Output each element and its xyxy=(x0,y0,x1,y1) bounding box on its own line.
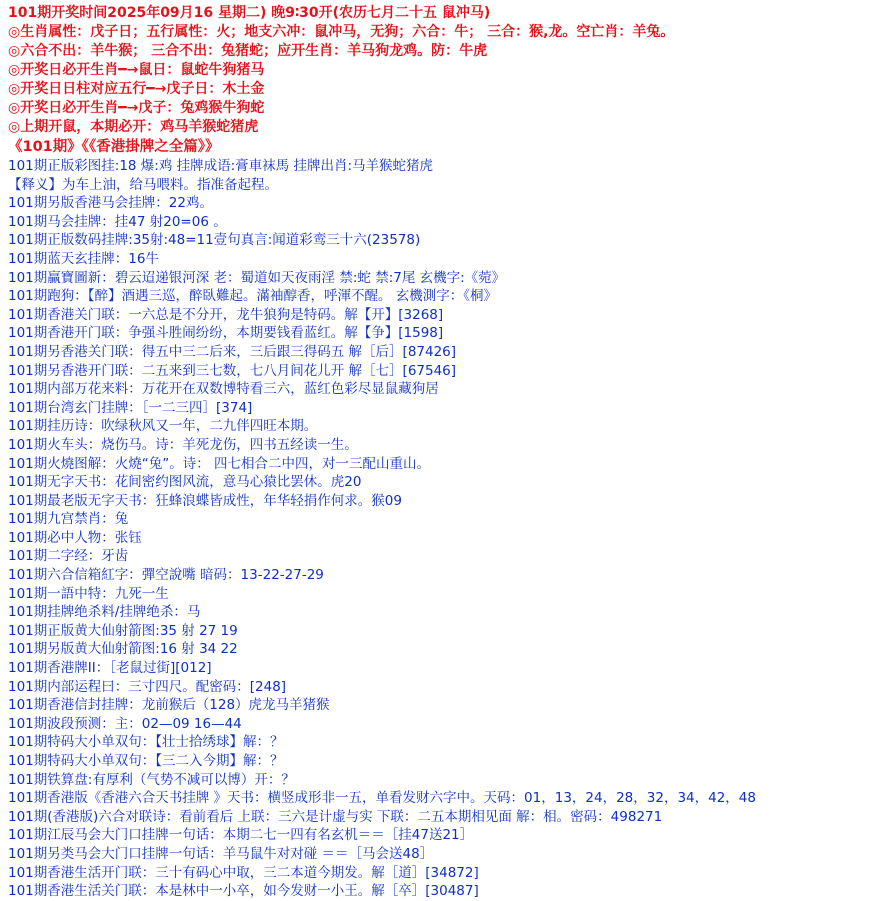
list-item: 101期正版彩图挂:18 爆:鸡 挂牌成语:膏車袜馬 挂牌出肖:马羊猴蛇猪虎 xyxy=(8,158,434,174)
entry-list xyxy=(4,157,890,901)
zodiac-attribute-line: ◎生肖属性：戊子日；五行属性：火；地支六冲：鼠冲马，无狗；六合：牛； 三合：猴,龙。空亡肖：羊兔。 xyxy=(8,24,675,40)
list-item: 101期内部运程曰：三寸四尺。配密码：[248] xyxy=(8,678,287,695)
list-item: 101期无字天书：花间密约图风流，意马心猿比罢休。虎20 xyxy=(8,474,362,491)
liuhe-exclusion-line: ◎六合不出：羊牛猴； 三合不出：兔猪蛇；应开生肖：羊马狗龙鸡。防：牛虎 xyxy=(8,43,488,59)
list-item: 101期香港开门联：争强斗胜闹纷纷，本期要钱看蓝红。解【争】[1598] xyxy=(8,325,444,342)
list-item: 101期香港生活开门联：三十有码心中取，三二本道今期发。解［道］[34872] xyxy=(8,864,479,881)
list-item: 101期香港版《香港六合天书挂牌 》天书：横竖成形非一五，单看发财六字中。天码：01，13，24，28，32，34，42，48 xyxy=(8,790,756,807)
list-item: 101期特码大小单双句：【壮士拾绣球】解：？ xyxy=(8,734,284,751)
list-item: 101期另版香港马会挂牌：22鸡。 xyxy=(8,195,213,212)
list-item: 101期九宫禁肖：兔 xyxy=(8,511,129,528)
list-item: 101期内部万花来料：万花开在双数博特看三六，蓝红色彩尽显鼠藏狗居 xyxy=(8,381,439,398)
draw-day-line-1: ◎开奖日必开生肖━→鼠日：鼠蛇牛狗猪马 xyxy=(8,62,265,78)
list-item: 101期马会挂牌：挂47 射20=06 。 xyxy=(8,213,227,230)
list-item: 101期贏寶圖新：碧云迢递银河深 老：蜀道如天夜雨淫 禁:蛇 禁:7尾 玄機字:《菀》 xyxy=(8,269,506,286)
list-item: 101期正版数码挂牌:35射:48=11壹句真言:闻道彩鸾三十六(23578) xyxy=(8,232,421,249)
list-item: 101期蓝天玄挂牌：16牛 xyxy=(8,250,159,267)
list-item: 101期另版黄大仙射箭图:16 射 34 22 xyxy=(8,641,238,658)
list-item: 101期香港关门联：一六总是不分开，龙牛狼狗是特码。解【开】[3268] xyxy=(8,306,444,323)
list-item: 101期台湾玄门挂牌：［一二三四］[374] xyxy=(8,399,253,416)
list-item: 101期波段预测：主：02—09 16—44 xyxy=(8,715,242,732)
list-item: 101期另香港关门联：得五中三二后来，三后跟三得码五 解［后］[87426] xyxy=(8,343,457,360)
list-item: 101期另香港开门联：二五来到三七数，七八月间花儿开 解［七］[67546] xyxy=(8,362,457,379)
list-item: 101期香港信封挂牌：龙前猴后（128）虎龙马羊猪猴 xyxy=(8,697,330,714)
list-item: 101期二字经：牙齿 xyxy=(8,548,129,565)
list-item: 101期跑狗：【醉】酒遇三巡，醉臥難起。滿袖醇香，呼渾不醒。 玄機測字：《桐》 xyxy=(8,288,498,305)
list-item: 101期火车头：烧伤马。诗：羊死龙伤，四书五经读一生。 xyxy=(8,436,358,453)
draw-day-line-2: ◎开奖日日柱对应五行━→戊子日：木土金 xyxy=(8,81,265,97)
list-item: 101期香港生活关门联：本是林中一小卒，如今发财一小王。解［卒］[30487] xyxy=(8,883,479,900)
list-item: 101期挂牌绝杀料/挂牌绝杀：马 xyxy=(8,604,201,621)
list-item: 【释义】为车上油，给马喂料。指准备起程。 xyxy=(8,176,278,193)
list-item: 101期必中人物：张钰 xyxy=(8,529,142,546)
list-item: 101期正版黄大仙射箭图:35 射 27 19 xyxy=(8,622,238,639)
draw-day-line-3: ◎开奖日必开生肖━→戊子：兔鸡猴牛狗蛇 xyxy=(8,100,265,116)
list-item: 101期特码大小单双句：【三二入今期】解：？ xyxy=(8,753,284,769)
list-item: 101期最老版无字天书：狂蜂浪蝶皆成性，年华轻捐作何求。猴09 xyxy=(8,492,402,509)
issue-title: 《101期》《《香港掛牌之全篇》》 xyxy=(8,139,220,155)
list-item: 101期挂历诗：吹绿秋风又一年，二九伴四旺本期。 xyxy=(8,418,318,435)
list-item: 101期火燒图解：火燒“兔”。诗： 四七相合二中四，对一三配山重山。 xyxy=(8,455,431,472)
draw-time-line: 101期开奖时间2025年09月16 星期二) 晚9∶30开(农历七月二十五 鼠冲马) xyxy=(8,5,491,21)
list-item: 101期(香港版)六合对联诗：看前看后 上联：三六是计虚与实 下联：二五本期相见面 解：相。密码：498271 xyxy=(8,808,663,825)
list-item: 101期香港牌II：［老鼠过街][012] xyxy=(8,660,212,677)
list-item: 101期铁算盘:有厚利（气势不减可以博）开：？ xyxy=(8,771,295,788)
list-item: 101期六合信箱紅字：彈空說嘴 暗码：13-22-27-29 xyxy=(8,567,324,584)
list-item: 101期江辰马会大门口挂牌一句话：本期二七一四有名玄机＝＝［挂47送21］ xyxy=(8,827,474,844)
list-item: 101期另类马会大门口挂牌一句话：羊马鼠牛对对碰 ＝＝［马会送48］ xyxy=(8,845,434,862)
list-item: 101期一語中特：九死一生 xyxy=(8,585,169,602)
draw-day-line-4: ◎上期开鼠，本期必开：鸡马羊猴蛇猪虎 xyxy=(8,119,259,135)
